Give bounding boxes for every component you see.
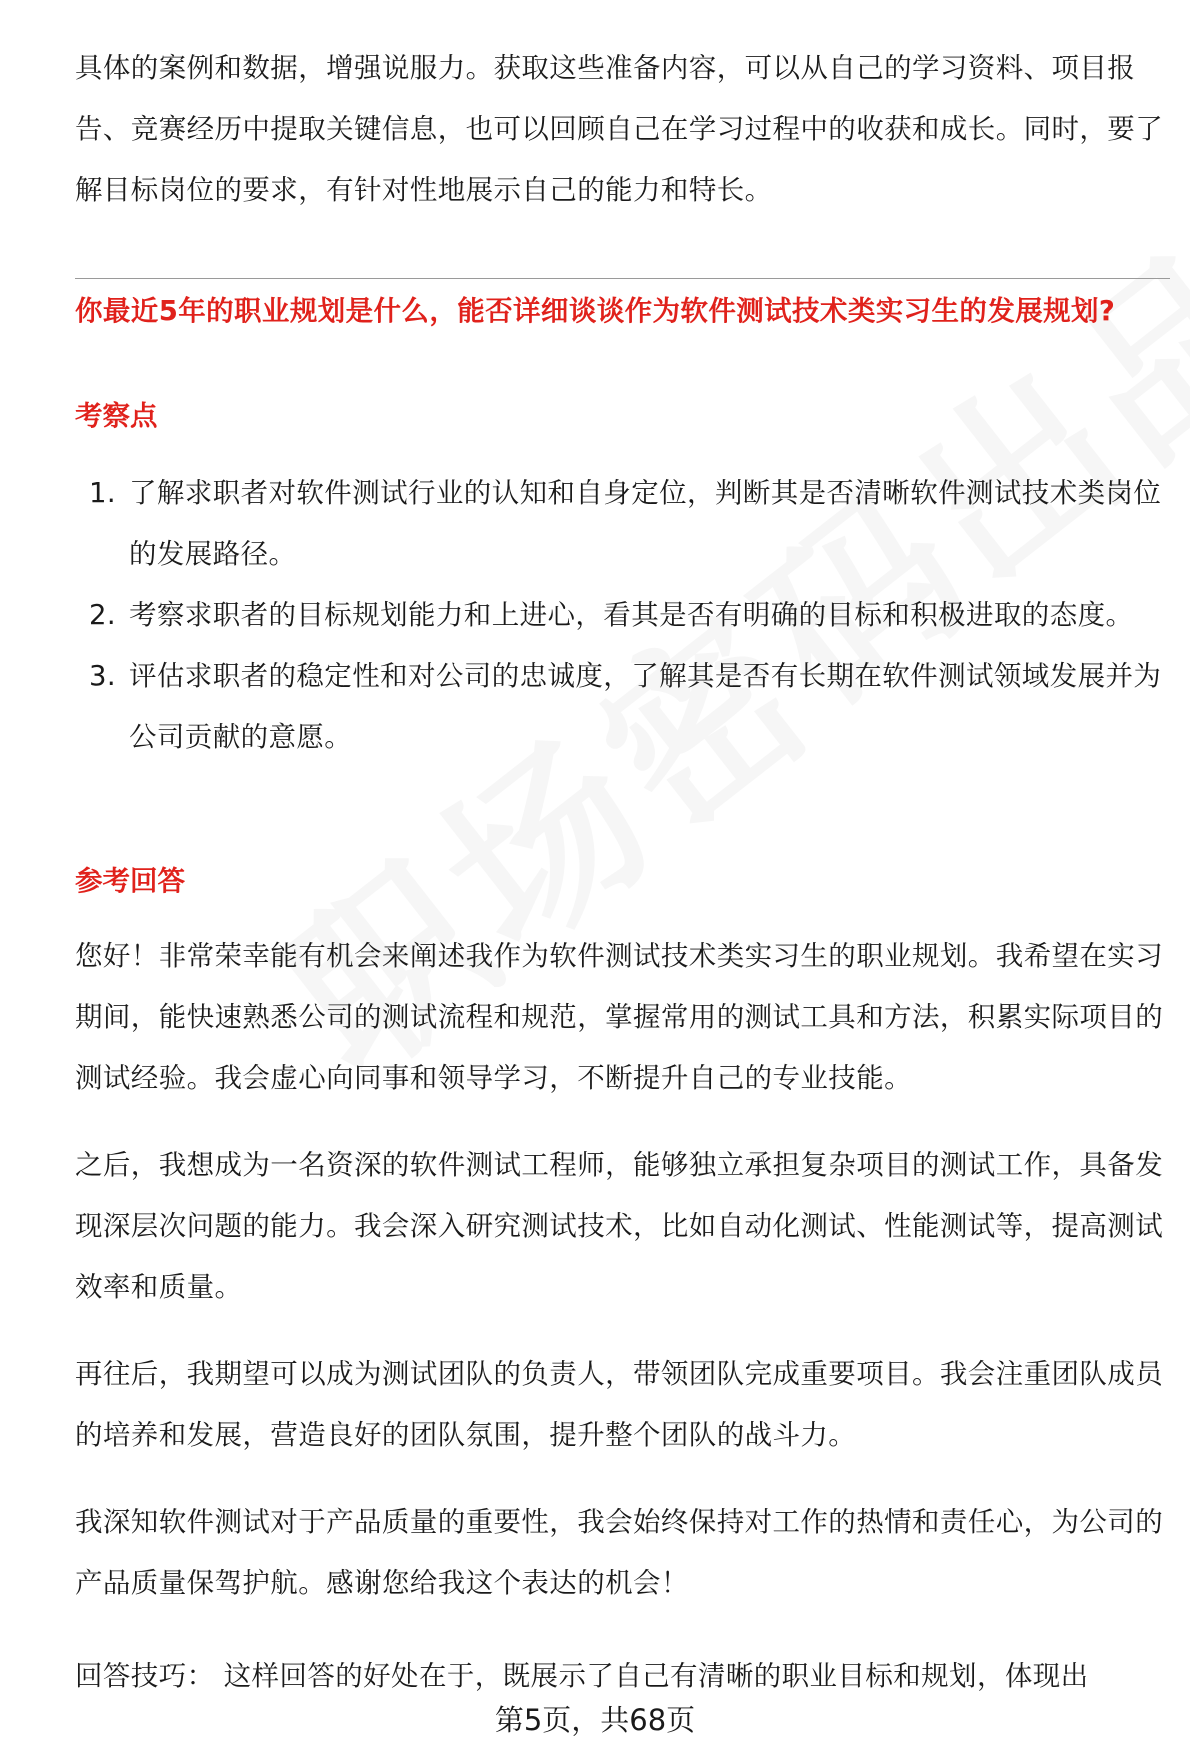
list-item-number: 3.	[89, 660, 117, 692]
reference-paragraph: 我深知软件测试对于产品质量的重要性，我会始终保持对工作的热情和责任心，为公司的产品质量保驾护航。感谢您给我这个表达的机会！	[75, 1506, 1164, 1599]
assessment-label: 考察点	[75, 400, 158, 432]
reference-paragraph: 再往后，我期望可以成为测试团队的负责人，带领团队完成重要项目。我会注重团队成员的培养和发展，营造良好的团队氛围，提升整个团队的战斗力。	[75, 1358, 1164, 1451]
assessment-list	[75, 463, 1175, 768]
reference-paragraph: 之后，我想成为一名资深的软件测试工程师，能够独立承担复杂项目的测试工作，具备发现深层次问题的能力。我会深入研究测试技术，比如自动化测试、性能测试等，提高测试效率和质量。	[75, 1149, 1164, 1303]
list-item	[75, 646, 1174, 768]
intro-paragraph: 具体的案例和数据，增强说服力。获取这些准备内容，可以从自己的学习资料、项目报告、竞赛经历中提取关键信息，也可以回顾自己在学习过程中的收获和成长。同时，要了解目标岗位的要求，有针对性地展示自己的能力和特长。	[75, 52, 1164, 206]
list-item-text: 考察求职者的目标规划能力和上进心，看其是否有明确的目标和积极进取的态度。	[129, 599, 1134, 631]
answer-tips: 回答技巧： 这样回答的好处在于，既展示了自己有清晰的职业目标和规划，体现出	[75, 1660, 1089, 1692]
list-item	[75, 463, 1174, 585]
list-item	[75, 585, 1174, 646]
section-divider	[75, 278, 1170, 279]
page-number: 第5页，共68页	[494, 1703, 696, 1737]
list-item-number: 2.	[89, 599, 117, 631]
list-item-number: 1.	[89, 477, 117, 509]
question-heading: 你最近5年的职业规划是什么，能否详细谈谈作为软件测试技术类实习生的发展规划?	[75, 295, 1116, 327]
list-item-text: 了解求职者对软件测试行业的认知和自身定位，判断其是否清晰软件测试技术类岗位的发展路径。	[129, 477, 1162, 570]
reference-label: 参考回答	[75, 865, 185, 897]
list-item-text: 评估求职者的稳定性和对公司的忠诚度，了解其是否有长期在软件测试领域发展并为公司贡献的意愿。	[129, 660, 1162, 753]
reference-paragraph: 您好！非常荣幸能有机会来阐述我作为软件测试技术类实习生的职业规划。我希望在实习期间，能快速熟悉公司的测试流程和规范，掌握常用的测试工具和方法，积累实际项目的测试经验。我会虚心向同事和领导学习，不断提升自己的专业技能。	[75, 940, 1164, 1094]
